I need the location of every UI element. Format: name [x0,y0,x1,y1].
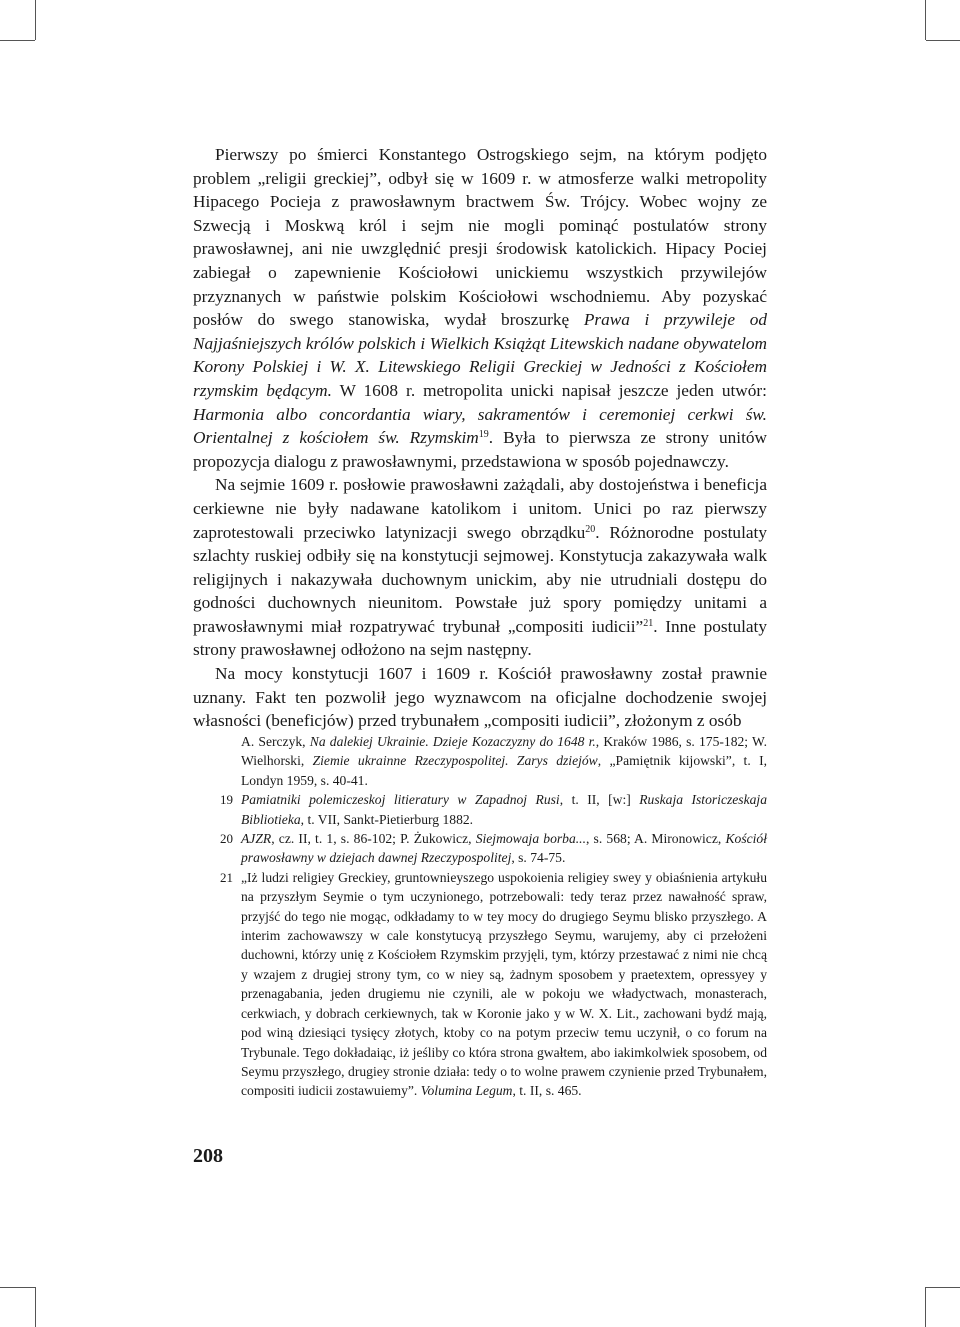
text-run: , s. 568; A. Mironowicz, [585,831,726,847]
italic-text: Kościół prawosławny w dziejach dawnej Rzeczypospolitej [241,831,767,866]
text-run: A. Serczyk, [241,734,310,749]
crop-mark [925,0,926,40]
paragraph [193,143,767,473]
text-run: , t. II, s. 465. [512,1083,582,1099]
footnote-number: 21 [220,869,233,885]
italic-text: Na dalekiej Ukrainie. Dzieje Kozaczyzny do 1648 r. [309,734,596,749]
crop-mark [35,1287,36,1327]
footnote-ref: 20 [585,523,596,535]
text-run: , t. II, [w:] [559,792,640,808]
italic-text: Siejmowaja borba... [475,831,586,847]
italic-text: AJZR [241,831,272,847]
page-number: 208 [193,1145,223,1167]
text-run: . Inne postulaty strony prawosławnej odłożono na sejm następny. [193,616,767,660]
crop-mark [0,1287,35,1288]
footnote [193,790,767,829]
crop-mark [0,40,35,41]
italic-text: Volumina Legum [420,1083,513,1099]
text-run: W 1608 r. metropolita unicki napisał jeszcze jeden utwór: [331,380,767,400]
footnote [193,868,767,1101]
text-run: . Różnorodne postulaty szlachty ruskiej odbiły się na konstytucji sejmowej. Konstytucja zakazywała walk religijnych i nakazywała duchownym unickim, aby nie utrudniali dostępu do godności duchownych nieunitom. Powstałe już spory pomiędzy unitami a prawosławnymi miał rozpatrywać trybunał „compositi iudicii” [193,522,767,636]
text-run: „Iż ludzi religiey Greckiey, gruntownieyszego uspokoienia religiey swey y obiaśnienia artykułu na przyszłym Seymie o tym uczynionego, potrzebowali: tedy teraz przez nawałność spraw, przyjść do tego nie mogąc, odkładamy to w tey mocy do drugiego Seymu blisko przyszłego. A interim zachowawszy w cale konstytucyą przyszłego Seymu, warujemy, aby ci przełożeni duchowni, którzy unię z Kościołem Rzymskim przyjęli, tym, którzy przestawać z nimi nie chcą y wzajem z drugiej strony tym, co w niey są, żadnym sposobem y praetextem, opressyey y przenagabania, jeden drugiemu nie czynili, ale w pokoju we władyctwach, monasterach, cerkwiach, y dobrach cerkiewnych, tak w Koronie jako y w W. X. Lit., zachowani bydź mają, pod winą dziesiąci tysięcy złotych, ktoby co na potym przeciw temu uczynił, o co forum na Trybunale. Tego dokładaiąc, iż jeśliby co która strona gwałtem, abo iakimkolwiek sposobem, od Seymu przyszłego, drugiey stronie działa: tedy o to wolne prawem czynienie przed Trybunałem, compositi iudicii zostawuiemy”. [241,869,767,1099]
crop-mark [926,1287,960,1288]
italic-text: Prawa i przywileje od Najjaśniejszych królów polskich i Wielkich Książąt Litewskich nadane obywatelom Korony Polskiej i W. X. Litewskiego Religii Greckiej w Jedności z Kościołem rzymskim będącym. [193,310,767,400]
footnotes [193,732,767,1101]
crop-mark [925,1287,926,1327]
paragraph [193,662,767,733]
text-run: , cz. II, t. 1, s. 86-102; P. Żukowicz, [271,831,476,847]
footnote-number: 19 [220,792,233,808]
italic-text: Pamiatniki polemiczeskoj litieratury w Zapadnoj Rusi [241,792,560,808]
italic-text: Ruskaja Istoriczeskaja Bibliotieka [241,792,768,827]
italic-text: Ziemie ukrainne Rzeczypospolitej. Zarys dziejów [312,753,598,769]
footnote [193,732,767,790]
paragraph [193,473,767,662]
text-run: Na sejmie 1609 r. posłowie prawosławni zażądali, aby dostojeństwa i beneficja cerkiewne nie były nadawane katolikom i unitom. Unici po raz pierwszy zaprotestowali przeciwko latynizacji swego obrządku [193,475,767,542]
text-run: Pierwszy po śmierci Konstantego Ostrogskiego sejm, na którym podjęto problem „religii greckiej”, odbył się w 1609 r. w atmosferze walki metropolity Hipacego Pocieja z prawosławnym bractwem Św. Trójcy. Wobec wojny ze Szwecją i Moskwą król i sejm nie mogli pominąć postulatów strony prawosławnej, ani nie uwzględnić presji środowisk katolickich. Hipacy Pociej zabiegał o zapewnienie Kościołowi unickiemu wszystkich przywilejów przyznanych w państwie polskim Kościołowi wschodniemu. Aby pozyskać posłów do swego stanowiska, wydał broszurkę [193,145,767,330]
text-run: , t. VII, Sankt-Pietierburg 1882. [300,811,474,827]
text-run: . Była to pierwsza ze strony unitów propozycja dialogu z prawosławnymi, przedstawiona w sposób pojednawczy. [193,428,767,471]
footnote [193,829,767,868]
text-run: , „Pamiętnik kijowski”, t. I, Londyn 1959, s. 40-41. [241,753,767,788]
crop-mark [35,0,36,40]
text-run: Na mocy konstytucji 1607 i 1609 r. Kościół prawosławny został prawnie uznany. Fakt ten pozwolił jego wyznawcom na oficjalne dochodzenie swojej własności (beneficjów) przed trybunałem „compositi iudicii”, złożonym z osób [193,664,767,731]
footnote-ref: 19 [478,429,489,441]
italic-text: Harmonia albo concordantia wiary, sakramentów i ceremoniej cerkwi św. Orientalnej z kościołem św. Rzymskim [193,404,767,448]
main-text [193,143,767,733]
crop-mark [926,40,960,41]
footnote-number: 20 [220,831,233,847]
footnote-ref: 21 [643,617,654,629]
text-run: , Kraków 1986, s. 175-182; W. Wielhorski, [241,734,767,769]
text-run: , s. 74-75. [511,850,566,866]
